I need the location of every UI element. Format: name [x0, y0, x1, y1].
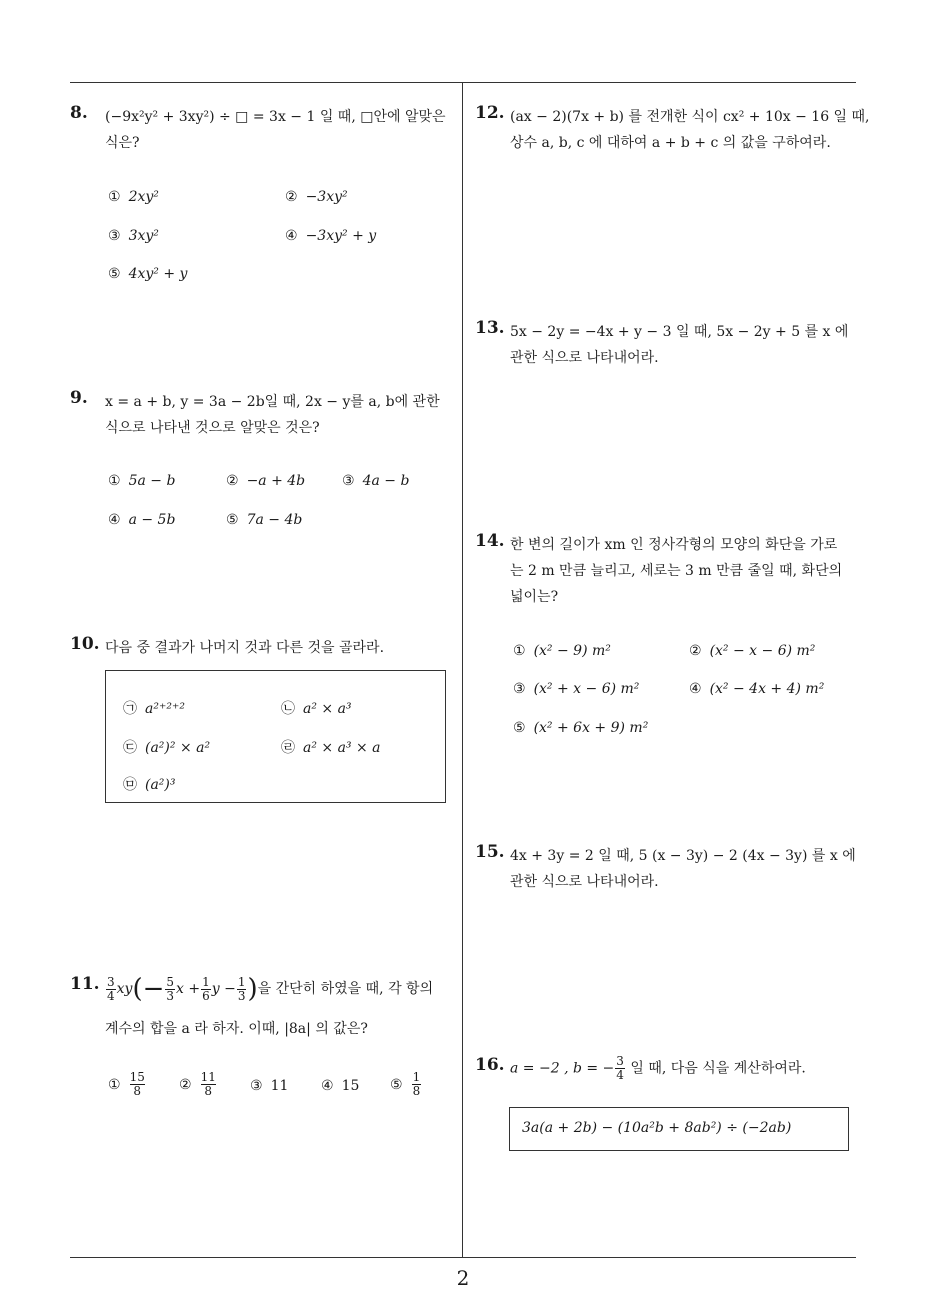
expression-box [509, 1107, 849, 1151]
expression: 3a(a + 2b) − (10a²b + 8ab²) ÷ (−2ab) [522, 1120, 792, 1136]
fraction: $\frac{1}{8}$ [412, 1070, 421, 1098]
question-text [105, 635, 384, 661]
question-text: a = −2 , b = − $\frac{3}{4}$ 일 때, 다음 식을 계산하여라. [510, 1054, 806, 1082]
question-text [105, 104, 446, 156]
option-item: ㉣ a² × a³ × a [281, 740, 381, 756]
question-line: 5x − 2y = −4x + y − 3 일 때, 5x − 2y + 5 를 x 에 [510, 324, 849, 340]
question-line: 다음 중 결과가 나머지 것과 다른 것을 골라라. [105, 640, 385, 656]
choice-5[interactable]: ⑤ $\frac{1}{8}$ [390, 1070, 421, 1098]
question-line: x = a + b, y = 3a − 2b일 때, 2x − y를 a, b에 관한 [105, 394, 440, 410]
question-line: (ax − 2)(7x + b) 를 전개한 식이 cx² + 10x − 16 일 때, [510, 109, 870, 125]
choice-3[interactable]: ③ (x² + x − 6) m² [513, 681, 640, 697]
question-text [510, 843, 856, 895]
choice-3[interactable]: ③ 4a − b [342, 473, 410, 489]
choice-4[interactable]: ④ 15 [321, 1078, 360, 1094]
question-11 [70, 974, 460, 1114]
question-line: 관한 식으로 나타내어라. [510, 350, 659, 366]
choice-2[interactable]: ② (x² − x − 6) m² [689, 643, 816, 659]
page-number: 2 [456, 1266, 470, 1290]
question-line: 식은? [105, 135, 140, 151]
question-line: 넓이는? [510, 589, 559, 605]
option-item: ㉠ a²⁺²⁺² [123, 701, 185, 717]
choice-4[interactable]: ④ a − 5b [108, 512, 176, 528]
question-number: 12. [475, 103, 505, 123]
question-text [510, 104, 870, 156]
choice-4[interactable]: ④ (x² − 4x + 4) m² [689, 681, 825, 697]
question-9 [70, 388, 460, 538]
choice-5[interactable]: ⑤ (x² + 6x + 9) m² [513, 720, 649, 736]
choice-2[interactable]: ② −3xy² [285, 189, 348, 205]
fraction: $\frac{5}{3}$ [166, 974, 175, 1003]
choice-2[interactable]: ② −a + 4b [226, 473, 306, 489]
question-8 [70, 103, 460, 293]
choice-2[interactable]: ② $\frac{11}{8}$ [179, 1070, 216, 1098]
bottom-rule [70, 1257, 856, 1258]
fraction: $\frac{15}{8}$ [129, 1070, 145, 1098]
question-text: $\frac{3}{4}$ xy(− $\frac{5}{3}$ x + $\frac{1}{6}$ y − $\frac{1}{3}$ )을 간단히 하였을 때, 각 항의 [107, 974, 434, 1004]
question-line: (−9x²y² + 3xy²) ÷ □ = 3x − 1 일 때, □안에 알맞은 [105, 109, 446, 125]
question-number: 14. [475, 531, 505, 551]
choice-5[interactable]: ⑤ 4xy² + y [108, 266, 188, 282]
question-13 [475, 318, 860, 378]
question-number: 8. [70, 103, 88, 123]
question-line: 는 2 m 만큼 늘리고, 세로는 3 m 만큼 줄일 때, 화단의 [510, 563, 843, 579]
question-12 [475, 103, 870, 163]
choice-1[interactable]: ① 5a − b [108, 473, 176, 489]
fraction: $\frac{11}{8}$ [200, 1070, 216, 1098]
question-line: 4x + 3y = 2 일 때, 5 (x − 3y) − 2 (4x − 3y) 를 x 에 [510, 848, 856, 864]
choice-1[interactable]: ① 2xy² [108, 189, 159, 205]
question-line: 계수의 합을 a 라 하자. 이때, |8a| 의 값은? [105, 1021, 368, 1037]
fraction: $\frac{1}{3}$ [237, 974, 246, 1003]
choice-3[interactable]: ③ 11 [250, 1078, 289, 1094]
choice-1[interactable]: ① (x² − 9) m² [513, 643, 611, 659]
fraction: $\frac{1}{6}$ [202, 974, 210, 1003]
question-number: 9. [70, 388, 88, 408]
question-number: 11. [70, 974, 100, 994]
question-text [105, 389, 440, 441]
option-item: ㉢ (a²)² × a² [123, 740, 211, 756]
question-number: 10. [70, 634, 100, 654]
question-number: 15. [475, 842, 505, 862]
option-item: ㉡ a² × a³ [281, 701, 352, 717]
choice-4[interactable]: ④ −3xy² + y [285, 228, 377, 244]
option-item: ㉤ (a²)³ [123, 777, 176, 793]
question-number: 16. [475, 1055, 505, 1075]
fraction: $\frac{3}{4}$ [107, 974, 115, 1003]
top-rule [70, 82, 856, 83]
options-box [105, 670, 446, 803]
question-line: 관한 식으로 나타내어라. [510, 874, 659, 890]
fraction: $\frac{3}{4}$ [616, 1054, 624, 1082]
question-line: 한 변의 길이가 xm 인 정사각형의 모양의 화단을 가로 [510, 537, 838, 553]
choice-1[interactable]: ① $\frac{15}{8}$ [108, 1070, 145, 1098]
question-line: 식으로 나타낸 것으로 알맞은 것은? [105, 420, 320, 436]
question-text [510, 319, 848, 371]
question-14 [475, 531, 860, 741]
column-divider [462, 82, 463, 1257]
question-number: 13. [475, 318, 505, 338]
question-15 [475, 842, 860, 902]
question-text [510, 532, 842, 610]
question-line: 상수 a, b, c 에 대하여 a + b + c 의 값을 구하여라. [510, 135, 831, 151]
choice-5[interactable]: ⑤ 7a − 4b [226, 512, 303, 528]
choice-3[interactable]: ③ 3xy² [108, 228, 159, 244]
